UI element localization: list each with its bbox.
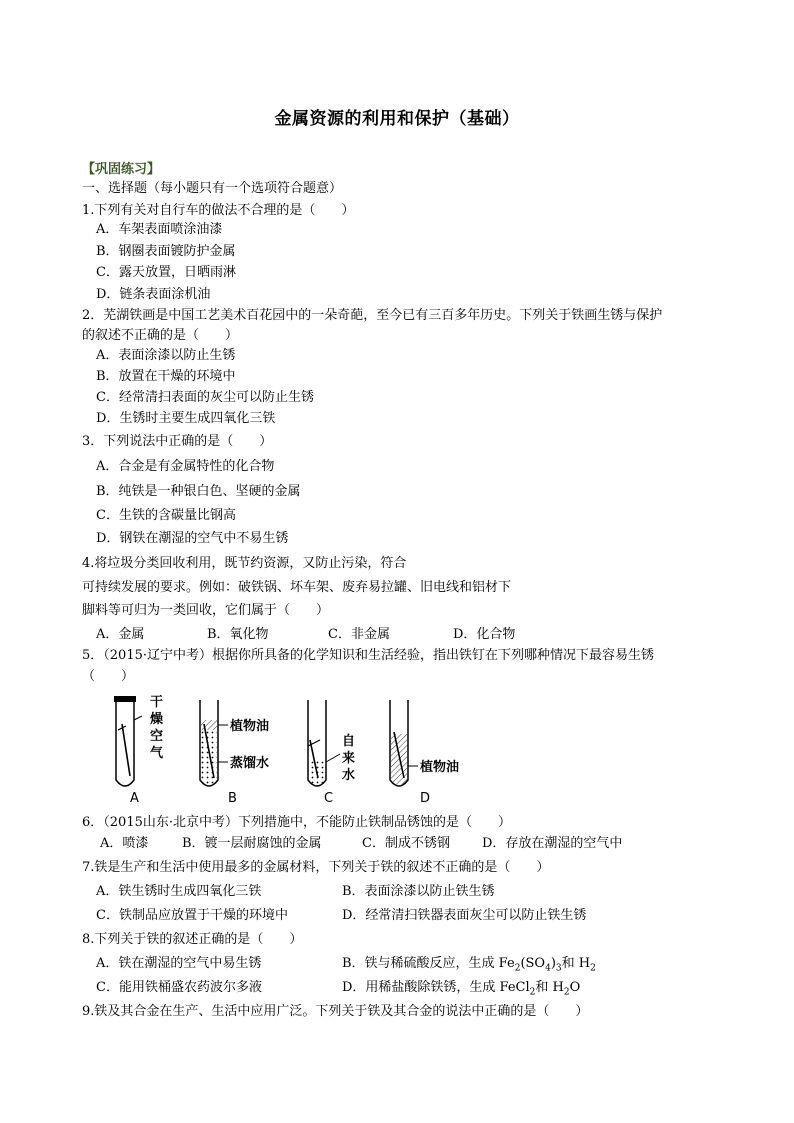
tube-d — [390, 700, 408, 786]
q7-option-c: C．铁制品应放置于干燥的环境中 — [96, 908, 288, 923]
q8-option-d: D．用稀盐酸除铁锈，生成 FeCl$_2$和 $H_2O$ — [342, 980, 581, 998]
q6-option-a: A．喷漆 — [100, 836, 149, 851]
tube-letter-a: A — [130, 791, 139, 806]
q8-option-c: C．能用铁桶盛农药波尔多液 — [96, 980, 262, 995]
q2-stem-line2: 的叙述不正确的是（ ） — [82, 328, 239, 343]
q2-option-c: C．经常清扫表面的灰尘可以防止生锈 — [96, 390, 314, 405]
q3-stem: 3．下列说法中正确的是（ ） — [82, 434, 273, 449]
q6-option-c: C．制成不锈钢 — [362, 836, 450, 851]
q4-stem-line2: 可持续发展的要求。例如：破铁锅、坏车架、废弃易拉罐、旧电线和铝材下 — [82, 580, 512, 595]
q8-stem: 8.下列关于铁的叙述正确的是（ ） — [82, 932, 303, 947]
tube-a — [114, 696, 136, 786]
part-heading: 一、选择题（每小题只有一个选项符合题意） — [82, 181, 343, 196]
q7-option-b: B．表面涂漆以防止铁生锈 — [342, 884, 495, 899]
tube-b — [200, 700, 218, 786]
q1-option-a: A．车架表面喷涂油漆 — [96, 222, 223, 237]
q4-stem-line1: 4.将垃圾分类回收利用，既节约资源，又防止污染，符合 — [82, 556, 407, 571]
q4-stem-line3: 脚料等可归为一类回收，它们属于（ ） — [82, 603, 330, 618]
q3-option-b: B．纯铁是一种银白色、坚硬的金属 — [96, 484, 301, 499]
q3-option-a: A．合金是有金属特性的化合物 — [96, 459, 275, 474]
q8-option-b: B．铁与稀硫酸反应，生成 $Fe_2(SO_4)_3$和 $H_2$ — [342, 956, 596, 974]
q2-stem-line1: 2．芜湖铁画是中国工艺美术百花园中的一朵奇葩，至今已有三百多年历史。下列关于铁画生锈与保护 — [82, 308, 663, 323]
q4-option-d: D．化合物 — [453, 627, 516, 642]
section-heading: 【巩固练习】 — [82, 162, 161, 177]
label-dry-air-3: 空 — [150, 729, 164, 744]
q7-option-d: D．经常清扫铁器表面灰尘可以防止铁生锈 — [342, 908, 587, 923]
tube-letter-b: B — [228, 791, 237, 806]
label-vegetable-oil-b: 植物油 — [230, 719, 270, 734]
label-tap-water-3: 水 — [342, 768, 356, 783]
label-vegetable-oil-d: 植物油 — [420, 760, 460, 775]
q4-option-c: C．非金属 — [328, 627, 390, 642]
q4-option-a: A．金属 — [96, 627, 145, 642]
q1-option-d: D．链条表面涂机油 — [96, 287, 211, 302]
q9-stem: 9.铁及其合金在生产、生活中应用广泛。下列关于铁及其合金的说法中正确的是（ ） — [82, 1004, 589, 1019]
q2-option-b: B．放置在干燥的环境中 — [96, 369, 236, 384]
q6-option-d: D．存放在潮湿的空气中 — [482, 836, 623, 851]
q2-option-d: D．生锈时主要生成四氧化三铁 — [96, 411, 276, 426]
test-tube-figure — [100, 690, 500, 808]
tube-letter-c: C — [324, 791, 334, 806]
tube-letter-d: D — [420, 791, 431, 806]
label-tap-water-1: 自 — [342, 734, 356, 749]
q1-stem: 1.下列有关对自行车的做法不合理的是（ ） — [82, 203, 355, 218]
q5-stem-line1: 5．（2015·辽宁中考）根据你所具备的化学知识和生活经验，指出铁钉在下列哪种情况下最容易生锈 — [82, 648, 654, 663]
label-dry-air-4: 气 — [150, 746, 164, 761]
q4-option-b: B．氧化物 — [207, 627, 269, 642]
q5-stem-line2: （ ） — [82, 669, 135, 684]
label-distilled-water: 蒸馏水 — [230, 756, 270, 771]
q6-stem: 6．（2015山东·北京中考）下列措施中，不能防止铁制品锈蚀的是（ ） — [82, 815, 511, 830]
label-tap-water-2: 来 — [342, 751, 356, 766]
q1-option-b: B．钢圈表面镀防护金属 — [96, 244, 236, 259]
page-title: 金属资源的利用和保护（基础） — [274, 109, 520, 129]
q1-option-c: C．露天放置，日晒雨淋 — [96, 265, 236, 280]
label-dry-air-1: 干 — [150, 695, 164, 710]
q2-option-a: A．表面涂漆以防止生锈 — [96, 348, 236, 363]
q7-option-a: A．铁生锈时生成四氧化三铁 — [96, 884, 262, 899]
q6-option-b: B．镀一层耐腐蚀的金属 — [182, 836, 322, 851]
q7-stem: 7.铁是生产和生活中使用最多的金属材料，下列关于铁的叙述不正确的是（ ） — [82, 860, 550, 875]
q3-option-d: D．钢铁在潮湿的空气中不易生锈 — [96, 531, 289, 546]
tube-c — [308, 700, 326, 786]
label-dry-air-2: 燥 — [150, 712, 164, 727]
q3-option-c: C．生铁的含碳量比钢高 — [96, 508, 236, 523]
q8-option-a: A．铁在潮湿的空气中易生锈 — [96, 956, 262, 971]
